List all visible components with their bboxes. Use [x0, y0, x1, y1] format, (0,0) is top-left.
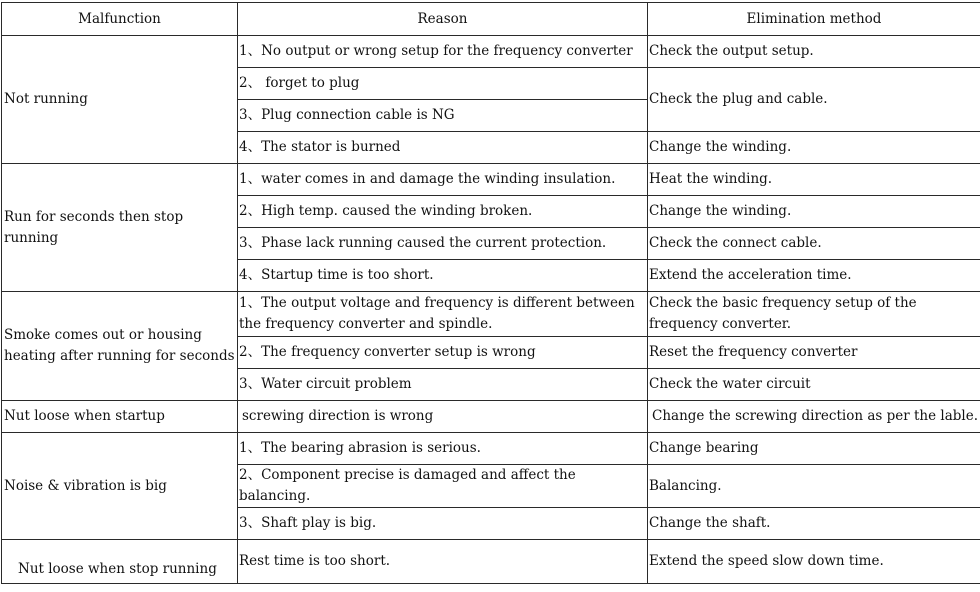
header-malfunction: Malfunction — [2, 3, 238, 36]
method-cell: Check the plug and cable. — [648, 68, 980, 132]
header-row — [2, 3, 980, 36]
header-elimination-method: Elimination method — [648, 3, 980, 36]
reason-cell: Rest time is too short. — [238, 540, 648, 584]
reason-cell: 3、Plug connection cable is NG — [238, 100, 648, 132]
method-cell: Change the screwing direction as per the lable. — [648, 401, 980, 433]
reason-cell: 4、The stator is burned — [238, 132, 648, 164]
table-row — [2, 540, 980, 584]
malfunction-cell: Run for seconds then stop running — [2, 164, 238, 292]
reason-cell: 4、Startup time is too short. — [238, 260, 648, 292]
method-cell: Balancing. — [648, 465, 980, 508]
method-cell: Extend the speed slow down time. — [648, 540, 980, 584]
reason-cell: 2、Component precise is damaged and affect the balancing. — [238, 465, 648, 508]
malfunction-cell: Nut loose when stop running — [2, 540, 238, 584]
method-cell: Check the water circuit — [648, 369, 980, 401]
method-cell: Change bearing — [648, 433, 980, 465]
troubleshooting-table — [1, 2, 980, 584]
method-cell: Change the winding. — [648, 196, 980, 228]
reason-cell: 1、water comes in and damage the winding insulation. — [238, 164, 648, 196]
malfunction-cell: Nut loose when startup — [2, 401, 238, 433]
method-cell: Check the basic frequency setup of the frequency converter. — [648, 292, 980, 337]
reason-cell: 1、The bearing abrasion is serious. — [238, 433, 648, 465]
method-cell: Extend the acceleration time. — [648, 260, 980, 292]
method-cell: Change the winding. — [648, 132, 980, 164]
reason-cell: 2、 forget to plug — [238, 68, 648, 100]
method-cell: Reset the frequency converter — [648, 337, 980, 369]
reason-cell: screwing direction is wrong — [238, 401, 648, 433]
method-cell: Check the connect cable. — [648, 228, 980, 260]
reason-cell: 3、Phase lack running caused the current protection. — [238, 228, 648, 260]
malfunction-cell: Smoke comes out or housing heating after running for seconds — [2, 292, 238, 401]
table-row — [2, 164, 980, 196]
method-cell: Change the shaft. — [648, 508, 980, 540]
reason-cell: 2、The frequency converter setup is wrong — [238, 337, 648, 369]
malfunction-cell: Not running — [2, 36, 238, 164]
method-cell: Heat the winding. — [648, 164, 980, 196]
method-cell: Check the output setup. — [648, 36, 980, 68]
reason-cell: 1、No output or wrong setup for the frequency converter — [238, 36, 648, 68]
table-row — [2, 292, 980, 337]
table-row — [2, 433, 980, 465]
reason-cell: 1、The output voltage and frequency is different between the frequency converter and spindle. — [238, 292, 648, 337]
header-reason: Reason — [238, 3, 648, 36]
reason-cell: 2、High temp. caused the winding broken. — [238, 196, 648, 228]
table-row — [2, 401, 980, 433]
malfunction-cell: Noise & vibration is big — [2, 433, 238, 540]
reason-cell: 3、Water circuit problem — [238, 369, 648, 401]
table-row — [2, 36, 980, 68]
reason-cell: 3、Shaft play is big. — [238, 508, 648, 540]
